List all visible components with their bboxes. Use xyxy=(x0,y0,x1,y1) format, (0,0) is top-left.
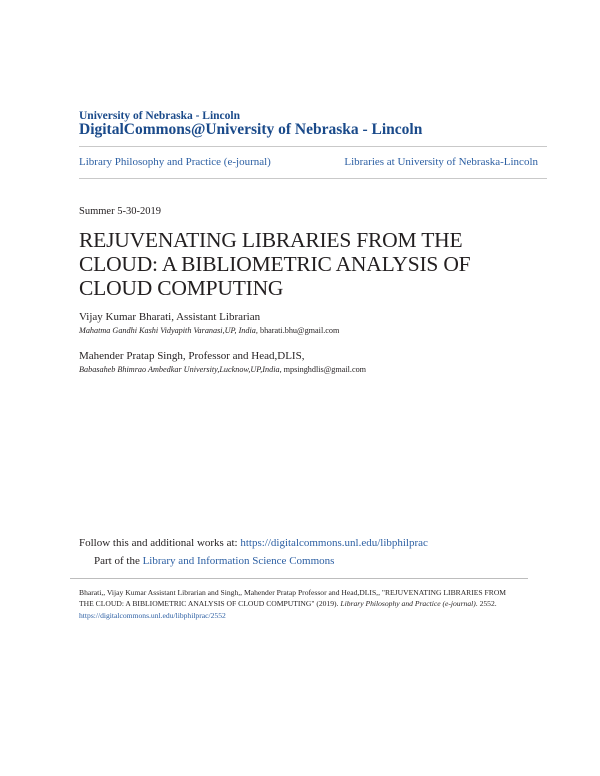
citation-text: Bharati,, Vijay Kumar Assistant Librarian and Singh,, Mahender Pratap Professor and Head,DLIS,, "REJUVENATING LIBRARIES FROM THE CLOUD: A BIBLIOMETRIC ANALYSIS OF CLOUD COMPUTING" (2019). xyxy=(79,588,507,609)
university-name[interactable]: University of Nebraska - Lincoln xyxy=(79,110,240,122)
author-2-affiliation xyxy=(79,365,366,374)
article-title: REJUVENATING LIBRARIES FROM THE CLOUD: A BIBLIOMETRIC ANALYSIS OF CLOUD COMPUTING xyxy=(79,228,471,300)
divider-citation xyxy=(70,578,528,579)
divider-bottom xyxy=(79,178,547,179)
recommended-citation xyxy=(79,587,519,621)
author-2-name: Mahender Pratap Singh, Professor and Head,DLIS, xyxy=(79,350,305,362)
author-1-email: bharati.bhu@gmail.com xyxy=(259,326,340,335)
divider-top xyxy=(79,146,547,147)
commons-link[interactable]: Library and Information Science Commons xyxy=(142,555,335,567)
repository-title[interactable]: DigitalCommons@University of Nebraska - Lincoln xyxy=(79,121,423,138)
follow-url-link[interactable]: https://digitalcommons.unl.edu/libphilprac xyxy=(240,537,428,549)
author-1-affiliation xyxy=(79,326,339,335)
author-1-name: Vijay Kumar Bharati, Assistant Librarian xyxy=(79,311,261,323)
separator: , xyxy=(279,365,284,374)
citation-url-link[interactable]: https://digitalcommons.unl.edu/libphilprac/2552 xyxy=(79,610,226,620)
journal-link[interactable]: Library Philosophy and Practice (e-journal) xyxy=(79,156,271,168)
publication-date: Summer 5-30-2019 xyxy=(79,206,161,217)
follow-line xyxy=(79,537,428,549)
citation-issue: . 2552. xyxy=(475,599,497,609)
author-2-email: mpsinghdlis@gmail.com xyxy=(283,365,367,374)
libraries-link[interactable]: Libraries at University of Nebraska-Lincoln xyxy=(344,156,538,168)
separator: , xyxy=(255,326,260,335)
follow-prefix: Follow this and additional works at: xyxy=(79,537,241,549)
part-of-line xyxy=(94,555,334,567)
author-1-institution: Mahatma Gandhi Kashi Vidyapith Varanasi,UP, India xyxy=(79,326,256,335)
citation-journal: Library Philosophy and Practice (e-journal) xyxy=(340,599,476,609)
author-2-institution: Babasaheb Bhimrao Ambedkar University,Lucknow,UP,India xyxy=(79,365,280,374)
partof-prefix: Part of the xyxy=(94,555,143,567)
